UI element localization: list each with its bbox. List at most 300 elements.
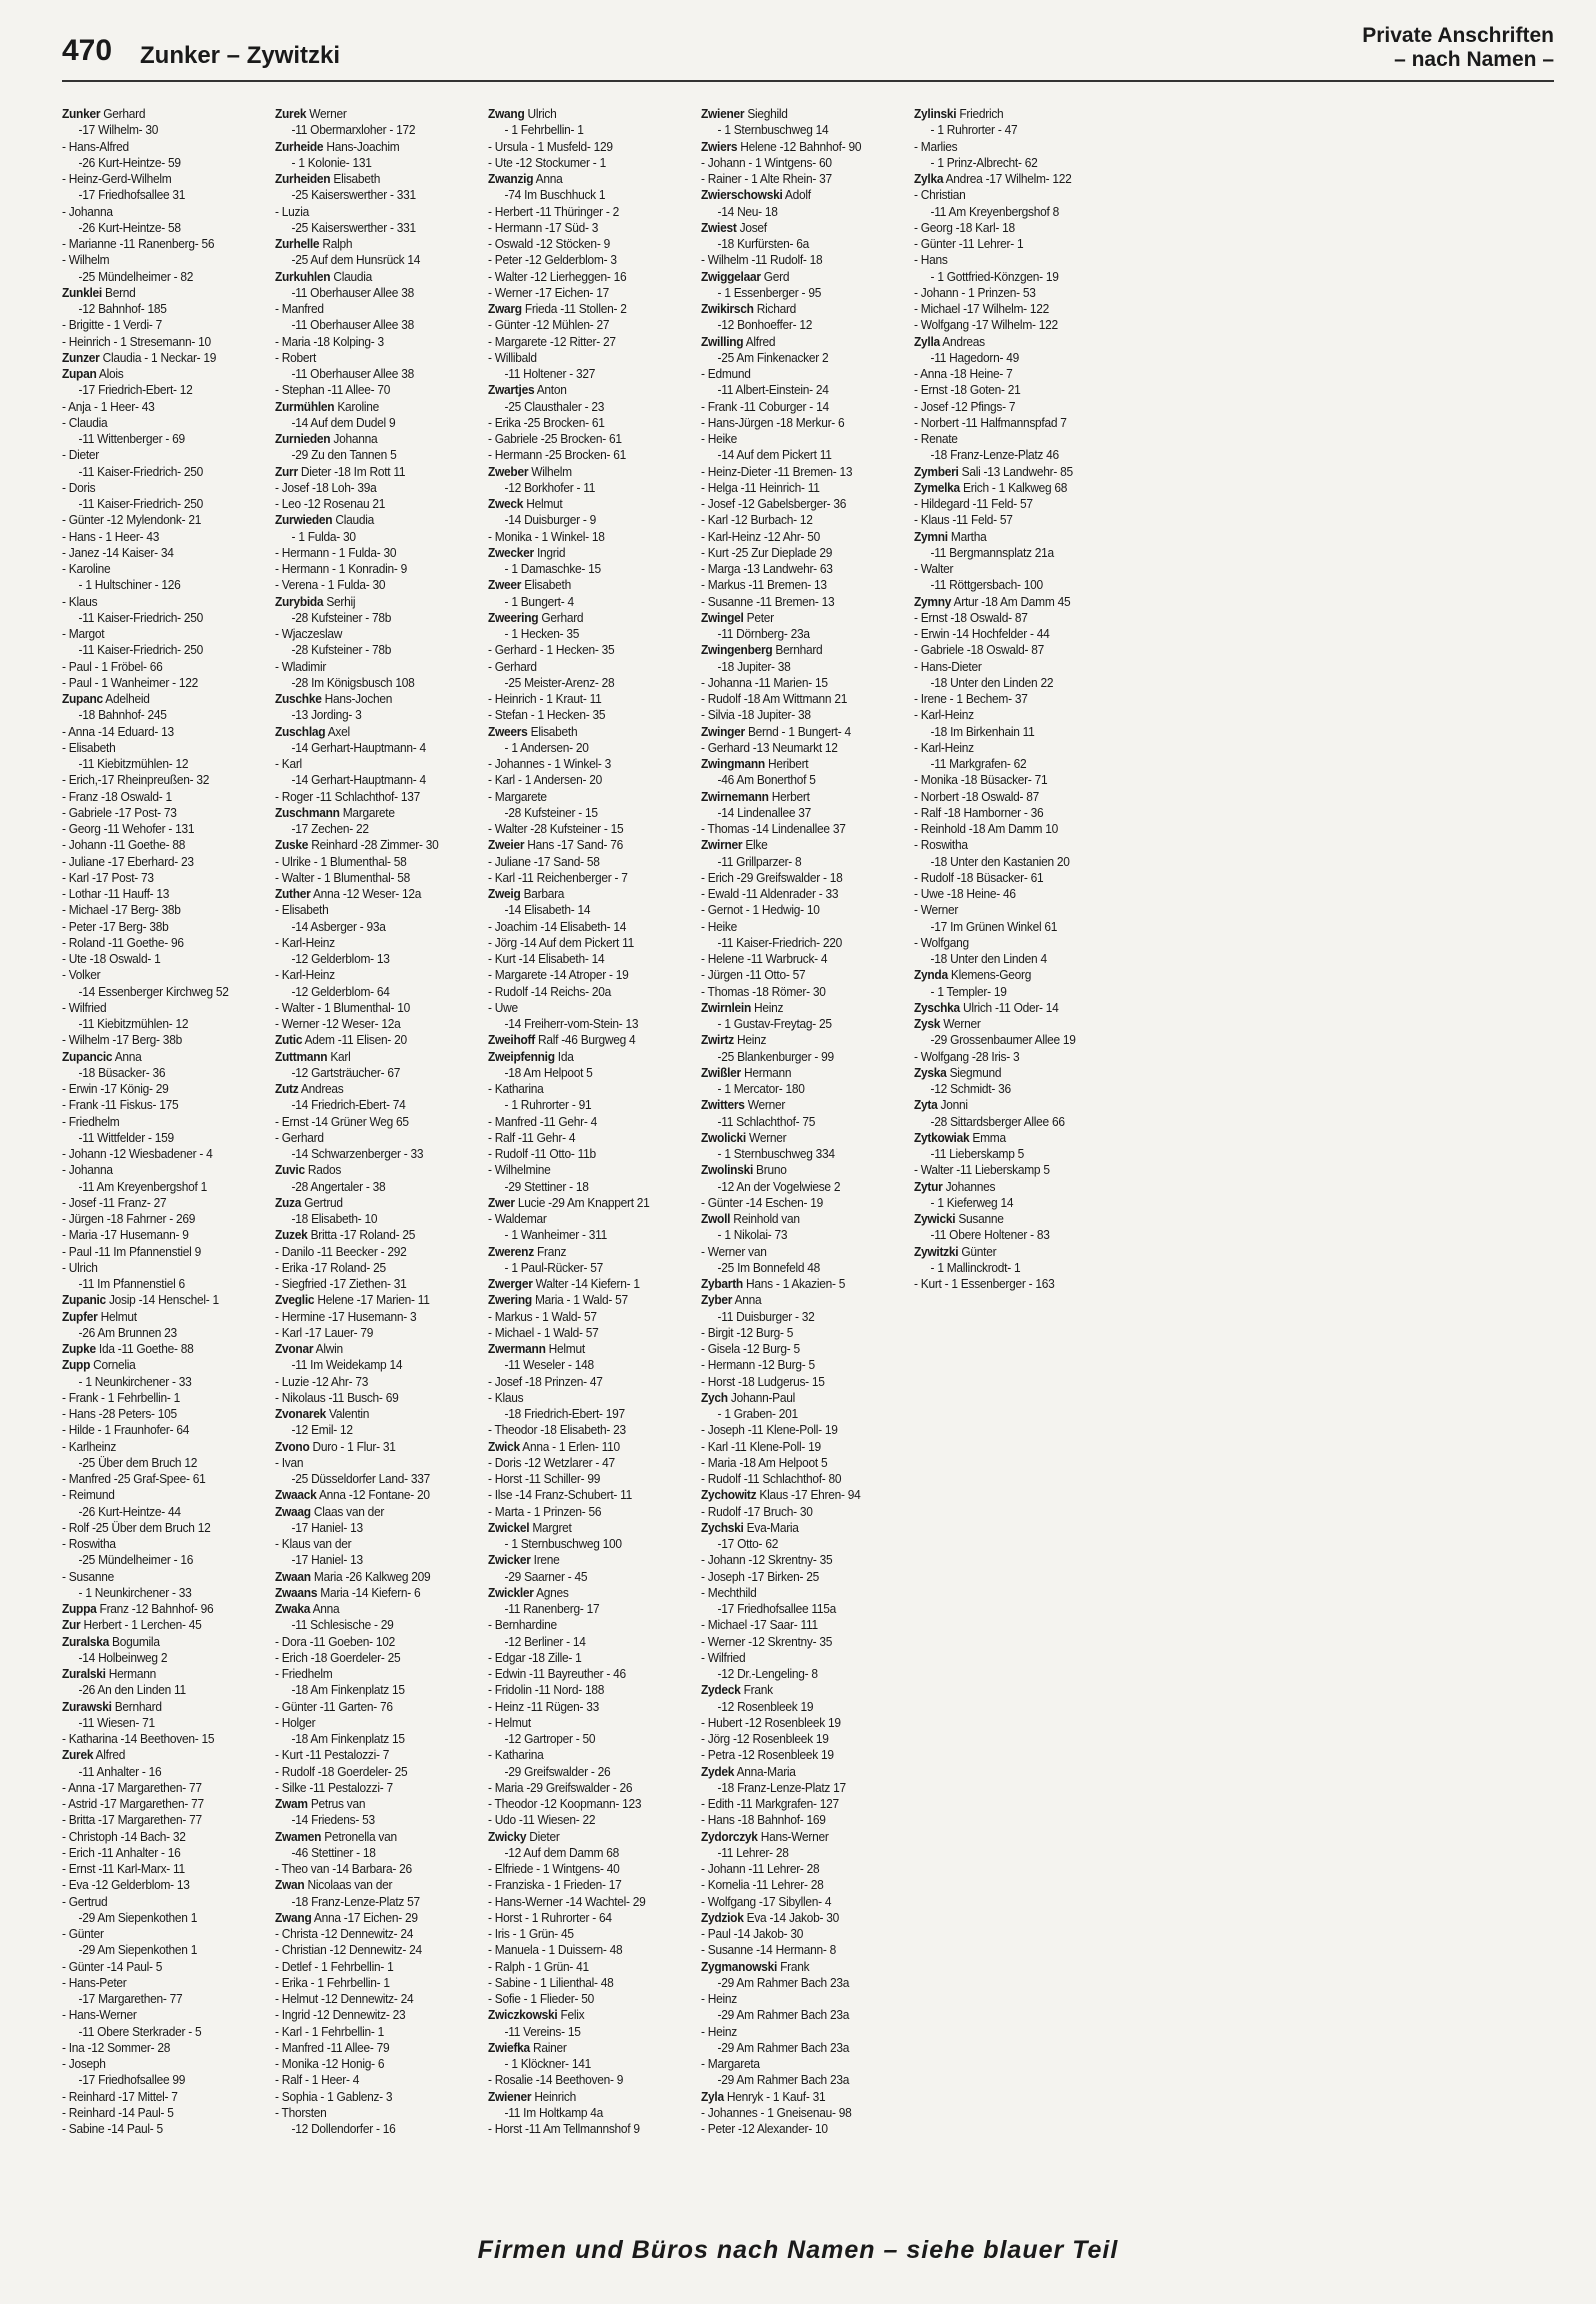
- entry-surname: Zwoll: [701, 1211, 731, 1226]
- directory-entry: [62, 1211, 259, 1227]
- entry-text: - Franz -18 Oswald- 1: [62, 788, 172, 804]
- directory-entry: [701, 951, 898, 967]
- directory-entry: [701, 1227, 898, 1243]
- directory-entry: [488, 837, 685, 853]
- directory-entry: [914, 529, 1111, 545]
- entry-text: - Heinz -11 Rügen- 33: [488, 1698, 599, 1714]
- entry-text: -12 Rosenbleek 19: [717, 1698, 814, 1714]
- entry-text: - Astrid -17 Margarethen- 77: [62, 1796, 204, 1811]
- directory-entry: [62, 269, 259, 285]
- entry-text: - Kurt - 1 Essenberger - 163: [914, 1276, 1055, 1291]
- directory-entry: [62, 122, 259, 138]
- entry-text: - Klaus van der: [275, 1536, 352, 1551]
- entry-text: -11 Hagedorn- 49: [930, 349, 1020, 365]
- entry-text: - Günter -12 Mühlen- 27: [488, 317, 610, 333]
- directory-entry: [701, 187, 898, 203]
- directory-entry: [62, 951, 259, 967]
- directory-entry: [488, 1764, 685, 1780]
- directory-entry: [488, 2024, 685, 2040]
- footer-note: Firmen und Büros nach Namen – siehe blauer Teil: [477, 2236, 1119, 2264]
- entry-surname: Zwiener: [701, 106, 745, 121]
- directory-entry: [488, 821, 685, 837]
- entry-text: - Peter -12 Gelderblom- 3: [488, 252, 617, 268]
- entry-text: Reinhold van: [733, 1211, 800, 1226]
- entry-text: -12 Schmidt- 36: [930, 1081, 1011, 1096]
- entry-text: - Karlheinz: [62, 1438, 117, 1454]
- directory-entry: [275, 1894, 472, 1910]
- directory-entry: [275, 1390, 472, 1406]
- directory-entry: [701, 1292, 898, 1308]
- entry-surname: Zwick: [488, 1438, 520, 1454]
- directory-entry: [488, 204, 685, 220]
- entry-text: -14 Holbeinweg 2: [78, 1649, 168, 1665]
- directory-entry: [488, 512, 685, 528]
- directory-entry: [62, 1162, 259, 1178]
- entry-text: - Bernhardine: [488, 1617, 557, 1633]
- entry-text: - Anna -17 Margarethen- 77: [62, 1779, 202, 1795]
- entry-surname: Zurkuhlen: [275, 268, 331, 284]
- entry-text: - Claudia: [62, 414, 108, 430]
- directory-entry: [488, 1211, 685, 1227]
- directory-entry: [488, 1812, 685, 1828]
- entry-surname: Zwerenz: [488, 1243, 534, 1259]
- directory-entry: [275, 594, 472, 610]
- entry-text: Elisabeth: [530, 723, 578, 739]
- directory-entry: [62, 1991, 259, 2007]
- entry-text: - Horst -11 Am Tellmannshof 9: [488, 2121, 640, 2136]
- directory-entry: [488, 1780, 685, 1796]
- entry-text: - Günter -14 Eschen- 19: [701, 1194, 823, 1210]
- directory-entry: [62, 106, 259, 122]
- directory-entry: [488, 122, 685, 138]
- entry-text: -26 Am Brunnen 23: [78, 1324, 177, 1340]
- entry-text: - Hermann -12 Burg- 5: [701, 1357, 815, 1373]
- entry-surname: Zvonar: [275, 1341, 314, 1356]
- entry-text: - Rudolf -11 Schlachthof- 80: [701, 1471, 842, 1486]
- entry-text: -28 Kufsteiner - 78b: [291, 642, 392, 658]
- entry-text: - Klaus: [488, 1389, 524, 1405]
- entry-text: Ida -11 Goethe- 88: [98, 1341, 194, 1356]
- entry-text: - Herbert -11 Thüringer - 2: [488, 203, 620, 219]
- entry-text: -14 Gerhart-Hauptmann- 4: [291, 772, 426, 788]
- directory-entry: [914, 870, 1111, 886]
- entry-text: - Margareta: [701, 2056, 760, 2071]
- entry-text: - Marlies: [914, 138, 958, 154]
- entry-text: - Heinz-Gerd-Wilhelm: [62, 171, 172, 186]
- directory-entry: [488, 1731, 685, 1747]
- entry-text: -14 Gerhart-Hauptmann- 4: [291, 739, 426, 755]
- entry-text: - Hilde - 1 Fraunhofer- 64: [62, 1422, 190, 1438]
- directory-entry: [62, 1374, 259, 1390]
- entry-text: - 1 Sternbuschweg 100: [504, 1536, 622, 1551]
- directory-entry: [488, 220, 685, 236]
- entry-text: Jonni: [940, 1097, 968, 1113]
- entry-text: - Hans-Peter: [62, 1974, 127, 1990]
- directory-entry: [914, 252, 1111, 268]
- entry-text: - Friedhelm: [275, 1666, 333, 1681]
- entry-text: Gerd: [763, 268, 790, 284]
- entry-surname: Zwaan: [275, 1568, 311, 1584]
- entry-text: Elisabeth: [524, 577, 571, 593]
- directory-entry: [701, 1910, 898, 1926]
- entry-text: - Karl-Heinz -12 Ahr- 50: [701, 528, 821, 544]
- directory-entry: [275, 399, 472, 415]
- directory-entry: [275, 1861, 472, 1877]
- directory-entry: [701, 1000, 898, 1016]
- entry-surname: Zwierschowski: [701, 187, 783, 203]
- entry-text: Anna: [734, 1292, 762, 1308]
- directory-entry: [914, 756, 1111, 772]
- directory-entry: [488, 317, 685, 333]
- entry-surname: Zyber: [701, 1292, 733, 1308]
- directory-entry: [275, 1731, 472, 1747]
- entry-surname: Zylla: [914, 333, 940, 349]
- directory-entry: [701, 1829, 898, 1845]
- directory-entry: [62, 984, 259, 1000]
- entry-text: - Jörg -14 Auf dem Pickert 11: [488, 934, 635, 950]
- entry-surname: Zupp: [62, 1357, 91, 1373]
- directory-entry: [275, 2072, 472, 2088]
- directory-entry: [488, 1439, 685, 1455]
- directory-entry: [488, 1341, 685, 1357]
- entry-text: - Monika -12 Honig- 6: [275, 2056, 385, 2071]
- entry-surname: Zydziok: [701, 1909, 744, 1925]
- entry-text: Peter: [746, 609, 774, 625]
- entry-surname: Zwickel: [488, 1519, 530, 1535]
- entry-text: - Roland -11 Goethe- 96: [62, 934, 184, 950]
- entry-text: -14 Duisburger - 9: [504, 512, 596, 528]
- entry-text: - 1 Fehrbellin- 1: [504, 122, 584, 138]
- entry-surname: Zweers: [488, 723, 528, 739]
- entry-surname: Zytkowiak: [914, 1129, 970, 1145]
- directory-entry: [62, 1195, 259, 1211]
- entry-text: - Johann -12 Skrentny- 35: [701, 1552, 833, 1568]
- directory-entry: [914, 675, 1111, 691]
- entry-surname: Zupanic: [62, 1292, 106, 1308]
- directory-entry: [914, 919, 1111, 935]
- directory-entry: [62, 415, 259, 431]
- entry-text: Anna: [535, 171, 563, 186]
- entry-text: - Maria -18 Am Helpoot 5: [701, 1454, 828, 1470]
- entry-surname: Zwam: [275, 1796, 308, 1811]
- entry-surname: Zunker: [62, 106, 101, 121]
- directory-entry: [275, 1829, 472, 1845]
- entry-text: Claudia: [333, 268, 373, 284]
- entry-text: -11 Kaiser-Friedrich- 250: [78, 642, 204, 658]
- entry-text: - Rudolf -17 Bruch- 30: [701, 1503, 813, 1519]
- directory-entry: [701, 854, 898, 870]
- entry-text: Anton: [536, 382, 567, 398]
- entry-text: - Volker: [62, 967, 101, 983]
- entry-text: -14 Lindenallee 37: [717, 804, 812, 820]
- directory-entry: [62, 1552, 259, 1568]
- directory-entry: [701, 496, 898, 512]
- entry-surname: Zydek: [701, 1763, 735, 1779]
- directory-entry: [488, 1032, 685, 1048]
- directory-entry: [275, 155, 472, 171]
- directory-entry: [701, 1195, 898, 1211]
- directory-entry: [914, 902, 1111, 918]
- entry-text: -17 Margarethen- 77: [78, 1991, 183, 2006]
- entry-text: Helmut: [526, 496, 563, 511]
- directory-entry: [488, 301, 685, 317]
- entry-text: Klemens-Georg: [950, 967, 1032, 983]
- entry-text: Eva -14 Jakob- 30: [746, 1909, 840, 1925]
- directory-entry: [62, 480, 259, 496]
- entry-text: - Hans -28 Peters- 105: [62, 1406, 177, 1421]
- directory-entry: [62, 1731, 259, 1747]
- entry-text: - Karoline: [62, 561, 111, 576]
- directory-entry: [701, 919, 898, 935]
- directory-entry: [275, 902, 472, 918]
- entry-text: - Gabriele -18 Oswald- 87: [914, 642, 1045, 658]
- directory-entry: [488, 1634, 685, 1650]
- directory-entry: [701, 447, 898, 463]
- entry-text: - Thorsten: [275, 2104, 327, 2120]
- entry-text: Anna - 1 Erlen- 110: [522, 1438, 620, 1454]
- directory-entry: [701, 204, 898, 220]
- directory-entry: [62, 236, 259, 252]
- entry-surname: Zwiest: [701, 219, 737, 235]
- entry-text: - Klaus: [62, 593, 98, 609]
- directory-entry: [488, 334, 685, 350]
- entry-surname: Zychowitz: [701, 1487, 757, 1503]
- directory-entry: [62, 2072, 259, 2088]
- entry-text: Josef: [739, 219, 767, 235]
- entry-text: -25 Am Finkenacker 2: [717, 349, 829, 365]
- directory-entry: [701, 594, 898, 610]
- directory-entry: [488, 2089, 685, 2105]
- entry-text: - Janez -14 Kaiser- 34: [62, 544, 174, 560]
- entry-text: Cornelia: [93, 1357, 136, 1373]
- directory-entry: [488, 1455, 685, 1471]
- directory-column-2: [275, 106, 489, 2226]
- header-title-line1: Private Anschriften: [1362, 24, 1554, 47]
- entry-surname: Zvono: [275, 1438, 310, 1454]
- entry-text: - Uwe -18 Heine- 46: [914, 886, 1016, 901]
- directory-entry: [62, 789, 259, 805]
- directory-column-3: [488, 106, 702, 2226]
- directory-entry: [488, 1666, 685, 1682]
- entry-surname: Zwamen: [275, 1828, 322, 1844]
- entry-surname: Zwaans: [275, 1584, 318, 1600]
- entry-text: -11 Wittenberger - 69: [78, 431, 185, 446]
- directory-entry: [701, 285, 898, 301]
- directory-entry: [701, 1861, 898, 1877]
- directory-entry: [62, 1682, 259, 1698]
- entry-text: -18 Franz-Lenze-Platz 57: [291, 1893, 420, 1909]
- entry-surname: Zwickler: [488, 1584, 534, 1600]
- entry-surname: Zunzer: [62, 349, 100, 365]
- entry-text: - Sabine -14 Paul- 5: [62, 2121, 163, 2136]
- directory-entry: [62, 1650, 259, 1666]
- directory-entry: [488, 594, 685, 610]
- directory-entry: [275, 984, 472, 1000]
- directory-entry: [701, 155, 898, 171]
- entry-text: - Kurt -25 Zur Dieplade 29: [701, 544, 833, 560]
- directory-entry: [488, 399, 685, 415]
- entry-text: - Horst -18 Ludgerus- 15: [701, 1373, 825, 1389]
- entry-text: - Margarete -12 Ritter- 27: [488, 333, 616, 349]
- entry-surname: Zywicki: [914, 1211, 956, 1226]
- entry-text: Sali -13 Landwehr- 85: [961, 463, 1073, 479]
- directory-entry: [62, 545, 259, 561]
- entry-text: Anna -17 Eichen- 29: [313, 1909, 418, 1925]
- directory-entry: [701, 1357, 898, 1373]
- directory-entry: [275, 1520, 472, 1536]
- directory-entry: [62, 561, 259, 577]
- entry-text: -26 Kurt-Heintze- 59: [78, 154, 181, 170]
- entry-text: Eva-Maria: [746, 1519, 799, 1535]
- directory-entry: [275, 1910, 472, 1926]
- directory-entry: [275, 1374, 472, 1390]
- directory-entry: [275, 1325, 472, 1341]
- directory-entry: [701, 675, 898, 691]
- directory-entry: [275, 512, 472, 528]
- directory-entry: [488, 984, 685, 1000]
- directory-entry: [275, 1471, 472, 1487]
- directory-entry: [275, 756, 472, 772]
- directory-entry: [275, 1292, 472, 1308]
- directory-entry: [62, 1422, 259, 1438]
- entry-text: - Gerhard: [488, 658, 537, 674]
- directory-entry: [701, 545, 898, 561]
- directory-entry: [488, 1975, 685, 1991]
- entry-text: - Elisabeth: [275, 902, 329, 918]
- entry-text: - Ernst -18 Oswald- 87: [914, 609, 1028, 625]
- entry-surname: Zurnieden: [275, 431, 331, 446]
- directory-entry: [62, 139, 259, 155]
- entry-text: - Thomas -14 Lindenallee 37: [701, 821, 846, 836]
- entry-text: - Norbert -18 Oswald- 87: [914, 788, 1039, 804]
- entry-text: Axel: [327, 723, 350, 739]
- entry-text: - Heike: [701, 431, 737, 446]
- directory-entry: [488, 1877, 685, 1893]
- entry-text: - Günter: [62, 1926, 104, 1941]
- directory-entry: [62, 626, 259, 642]
- entry-text: - Johannes - 1 Gneisenau- 98: [701, 2104, 852, 2120]
- entry-text: - Sabine - 1 Lilienthal- 48: [488, 1974, 614, 1990]
- entry-text: - Susanne: [62, 1568, 115, 1584]
- directory-entry: [62, 155, 259, 171]
- directory-entry: [488, 366, 685, 382]
- entry-text: Werner: [747, 1097, 786, 1113]
- entry-text: -11 Röttgersbach- 100: [930, 577, 1043, 593]
- entry-text: - 1 Essenberger - 95: [717, 284, 822, 300]
- directory-entry: [701, 659, 898, 675]
- directory-entry: [488, 691, 685, 707]
- entry-text: - Wolfgang: [914, 934, 969, 950]
- directory-entry: [275, 659, 472, 675]
- directory-entry: [914, 269, 1111, 285]
- entry-text: - Helmut: [488, 1714, 531, 1730]
- entry-text: -18 Bahnhof- 245: [78, 707, 167, 723]
- directory-entry: [701, 691, 898, 707]
- entry-text: Duro - 1 Flur- 31: [312, 1438, 396, 1454]
- entry-text: - 1 Kieferweg 14: [930, 1194, 1014, 1210]
- page-number: 470: [62, 34, 113, 67]
- entry-text: - Paul - 1 Fröbel- 66: [62, 658, 163, 674]
- directory-entry: [62, 707, 259, 723]
- entry-text: - Mechthild: [701, 1584, 757, 1600]
- entry-text: - Reinhard -14 Paul- 5: [62, 2104, 174, 2120]
- entry-text: - Heinrich - 1 Kraut- 11: [488, 691, 602, 706]
- directory-entry: [914, 577, 1111, 593]
- entry-text: -11 Kaiser-Friedrich- 250: [78, 609, 204, 625]
- directory-entry: [62, 1146, 259, 1162]
- entry-text: - Rudolf -18 Goerdeler- 25: [275, 1763, 408, 1779]
- directory-entry: [275, 1487, 472, 1503]
- entry-surname: Zwaka: [275, 1601, 311, 1616]
- entry-text: - Franziska - 1 Frieden- 17: [488, 1877, 622, 1893]
- entry-surname: Zurawski: [62, 1698, 112, 1714]
- entry-surname: Zymny: [914, 593, 952, 609]
- directory-entry: [914, 1211, 1111, 1227]
- entry-text: - 1 Mercator- 180: [717, 1081, 805, 1096]
- directory-entry: [62, 919, 259, 935]
- directory-entry: [62, 594, 259, 610]
- entry-surname: Zymberi: [914, 463, 959, 479]
- directory-entry: [701, 269, 898, 285]
- entry-text: - 1 Gustav-Freytag- 25: [717, 1016, 832, 1031]
- entry-text: -11 Ranenberg- 17: [504, 1601, 600, 1616]
- entry-surname: Zydorczyk: [701, 1828, 758, 1844]
- directory-entry: [275, 301, 472, 317]
- directory-entry: [62, 2040, 259, 2056]
- entry-text: - Lothar -11 Hauff- 13: [62, 886, 170, 901]
- directory-entry: [62, 301, 259, 317]
- directory-entry: [701, 1146, 898, 1162]
- directory-entry: [914, 772, 1111, 788]
- entry-text: Heinz: [736, 1032, 767, 1048]
- entry-surname: Zychski: [701, 1519, 744, 1535]
- directory-entry: [701, 1471, 898, 1487]
- directory-entry: [914, 399, 1111, 415]
- entry-text: - Paul -14 Jakob- 30: [701, 1926, 804, 1941]
- entry-text: - Anja - 1 Heer- 43: [62, 398, 155, 414]
- entry-text: -11 Am Kreyenbergshof 8: [930, 203, 1059, 219]
- directory-entry: [701, 1845, 898, 1861]
- entry-text: -17 Haniel- 13: [291, 1552, 363, 1568]
- directory-entry: [275, 919, 472, 935]
- entry-text: Alfred: [95, 1747, 126, 1763]
- entry-surname: Zwolicki: [701, 1129, 746, 1145]
- entry-text: - Willibald: [488, 349, 537, 365]
- entry-text: -12 Gartsträucher- 67: [291, 1064, 401, 1080]
- entry-text: Karl: [330, 1048, 351, 1064]
- directory-entry: [488, 740, 685, 756]
- directory-entry: [62, 1617, 259, 1633]
- entry-text: - Johann -11 Lehrer- 28: [701, 1861, 820, 1876]
- directory-entry: [275, 1439, 472, 1455]
- directory-entry: [914, 1260, 1111, 1276]
- directory-entry: [914, 805, 1111, 821]
- entry-surname: Zwirtz: [701, 1032, 734, 1048]
- entry-text: -18 Jupiter- 38: [717, 658, 791, 674]
- entry-text: - Manfred -11 Allee- 79: [275, 2039, 390, 2055]
- entry-text: - Wilhelm -11 Rudolf- 18: [701, 252, 823, 268]
- directory-entry: [701, 317, 898, 333]
- directory-entry: [701, 1374, 898, 1390]
- entry-text: - Wilhelmine: [488, 1162, 551, 1178]
- directory-entry: [62, 1276, 259, 1292]
- directory-entry: [488, 1747, 685, 1763]
- directory-entry: [275, 1634, 472, 1650]
- entry-text: Hermann: [108, 1666, 156, 1681]
- directory-entry: [275, 1666, 472, 1682]
- directory-entry: [275, 610, 472, 626]
- directory-entry: [914, 740, 1111, 756]
